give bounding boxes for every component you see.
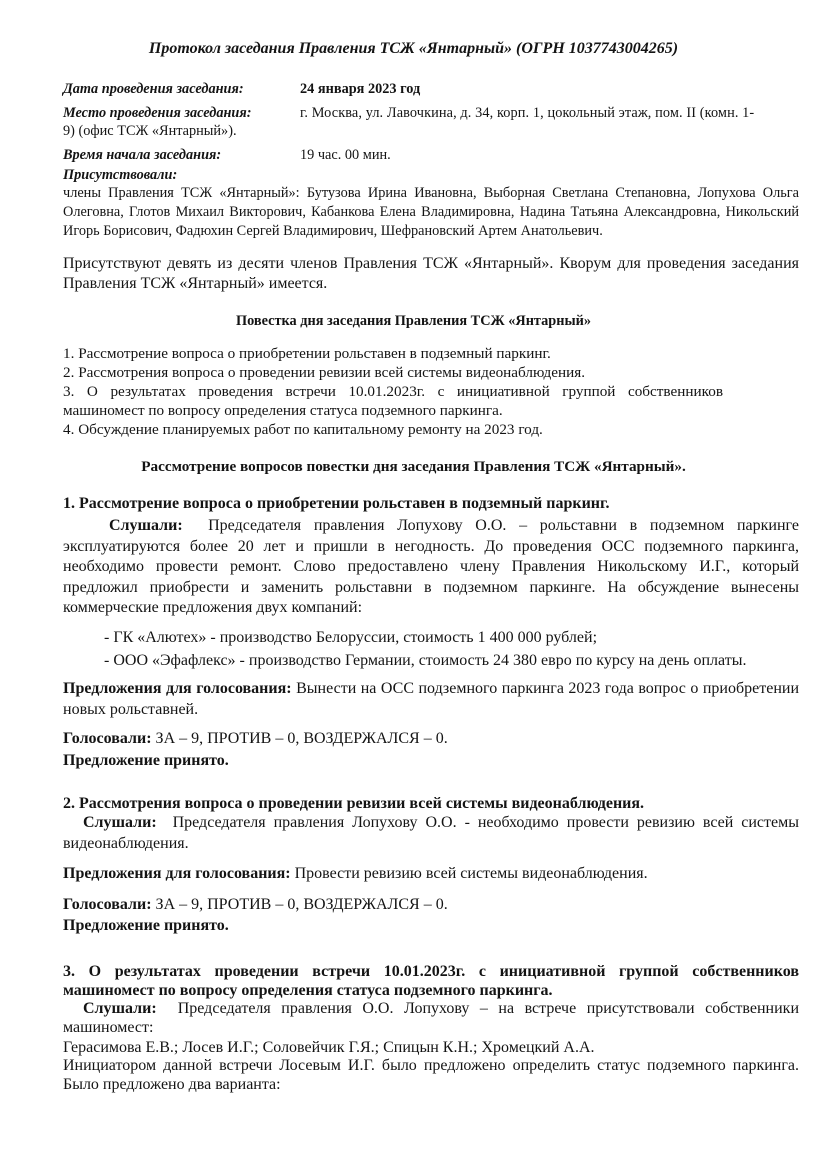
- q2-proposal: [63, 863, 648, 884]
- q1-heard: [63, 516, 799, 619]
- place-label: Место проведения заседания:: [63, 105, 252, 121]
- attendance-quorum: Присутствуют девять из десяти членов Правления ТСЖ «Янтарный». Кворум для проведения заседания Правления ТСЖ «Янтарный» имеется.: [63, 255, 799, 292]
- attendance-members: члены Правления ТСЖ «Янтарный»: Бутузова Ирина Ивановна, Выборная Светлана Степановна, Лопухова Ольга Олеговна, Глотов Михаил Викторович, Кабанкова Елена Владимировна, Надина Татьяна Александровна, Никольский Игорь Борисович, Фадюхин Сергей Владимирович, Шефрановский Артем Анатольевич.: [63, 185, 799, 239]
- q1-offer-2: - ООО «Эфафлекс» - производство Германии, стоимость 24 380 евро по курсу на день оплаты.: [104, 652, 747, 669]
- agenda-item-1: 1. Рассмотрение вопроса о приобретении рольставен в подземный паркинг.: [63, 345, 551, 362]
- q3-heard-text: Председателя правления О.О. Лопухову – на встрече присутствовали собственники машиномест:: [63, 1000, 800, 1036]
- q1-voted-text: ЗА – 9, ПРОТИВ – 0, ВОЗДЕРЖАЛСЯ – 0.: [155, 730, 448, 747]
- document-title: Протокол заседания Правления ТСЖ «Янтарный» (ОГРН 1037743004265): [148, 40, 679, 57]
- q2-heading: 2. Рассмотрения вопроса о проведении ревизии всей системы видеонаблюдения.: [63, 795, 645, 812]
- review-heading: Рассмотрение вопросов повестки дня заседания Правления ТСЖ «Янтарный».: [141, 458, 686, 475]
- place-value-line2: 9) (офис ТСЖ «Янтарный»).: [63, 123, 237, 139]
- date-label: Дата проведения заседания:: [63, 81, 244, 97]
- q1-heard-text: Председателя правления Лопухову О.О. – рольставни в подземном паркинге эксплуатируются более 20 лет и пришли в негодность. До проведения ОСС подземного паркинга, необходимо провести ремонт. Слово предоставлено члену Правления Никольскому И.Г., который предложил приобрести и заменить рольставни в подземном паркинге. На обсуждение вынесены коммерческие предложения двух компаний:: [63, 517, 800, 616]
- agenda-item-2: 2. Рассмотрения вопроса о проведении ревизии всей системы видеонаблюдения.: [63, 364, 586, 381]
- agenda-heading: Повестка дня заседания Правления ТСЖ «Янтарный»: [235, 313, 592, 329]
- q2-voted-text: ЗА – 9, ПРОТИВ – 0, ВОЗДЕРЖАЛСЯ – 0.: [155, 896, 448, 913]
- q1-heading: 1. Рассмотрение вопроса о приобретении рольставен в подземный паркинг.: [63, 495, 610, 512]
- q2-heard: [63, 813, 799, 854]
- q2-heard-text: Председателя правления Лопухову О.О. - необходимо провести ревизию всей системы видеонаблюдения.: [63, 814, 799, 852]
- place-value-line1: г. Москва, ул. Лавочкина, д. 34, корп. 1, цокольный этаж, пом. II (комн. 1-: [300, 105, 755, 121]
- q3-initiative: Инициатором данной встречи Лосевым И.Г. было предложено определить статус подземного паркинга. Было предложено два варианта:: [63, 1057, 799, 1093]
- q1-heard-label: Слушали:: [109, 517, 183, 534]
- agenda-item-3: 3. О результатах проведения встречи 10.01.2023г. с инициативной группой собственников машиномест по вопросу определения статуса подземного паркинга.: [63, 383, 723, 419]
- q2-result: Предложение принято.: [63, 917, 229, 934]
- q2-voted: [63, 894, 448, 915]
- q1-offer-1: - ГК «Алютех» - производство Белоруссии, стоимость 1 400 000 рублей;: [104, 629, 598, 646]
- q2-proposal-label: Предложения для голосования:: [63, 865, 291, 882]
- q1-proposal: [63, 678, 799, 720]
- q3-heading: 3. О результатах проведении встречи 10.01.2023г. с инициативной группой собственников машиномест по вопросу определения статуса подземного паркинга.: [63, 963, 799, 999]
- q1-proposal-text: Вынести на ОСС подземного паркинга 2023 года вопрос о приобретении новых рольставней.: [63, 680, 800, 718]
- date-value: 24 января 2023 год: [300, 81, 421, 97]
- q2-heard-label: Слушали:: [83, 814, 157, 831]
- q1-proposal-label: Предложения для голосования:: [63, 680, 292, 697]
- q2-proposal-text: Провести ревизию всей системы видеонаблюдения.: [294, 865, 648, 882]
- q3-heard-label: Слушали:: [83, 1000, 157, 1017]
- time-value: 19 час. 00 мин.: [300, 147, 391, 163]
- q1-voted-label: Голосовали:: [63, 730, 152, 747]
- time-label: Время начала заседания:: [63, 147, 222, 163]
- q1-voted: [63, 728, 448, 749]
- q3-heard: [63, 999, 799, 1037]
- attendance-label: Присутствовали:: [63, 167, 178, 183]
- q1-result: Предложение принято.: [63, 752, 229, 769]
- q2-voted-label: Голосовали:: [63, 896, 152, 913]
- q3-owners: Герасимова Е.В.; Лосев И.Г.; Соловейчик Г.Я.; Спицын К.Н.; Хромецкий А.А.: [63, 1039, 595, 1056]
- agenda-item-4: 4. Обсуждение планируемых работ по капитальному ремонту на 2023 год.: [63, 421, 543, 438]
